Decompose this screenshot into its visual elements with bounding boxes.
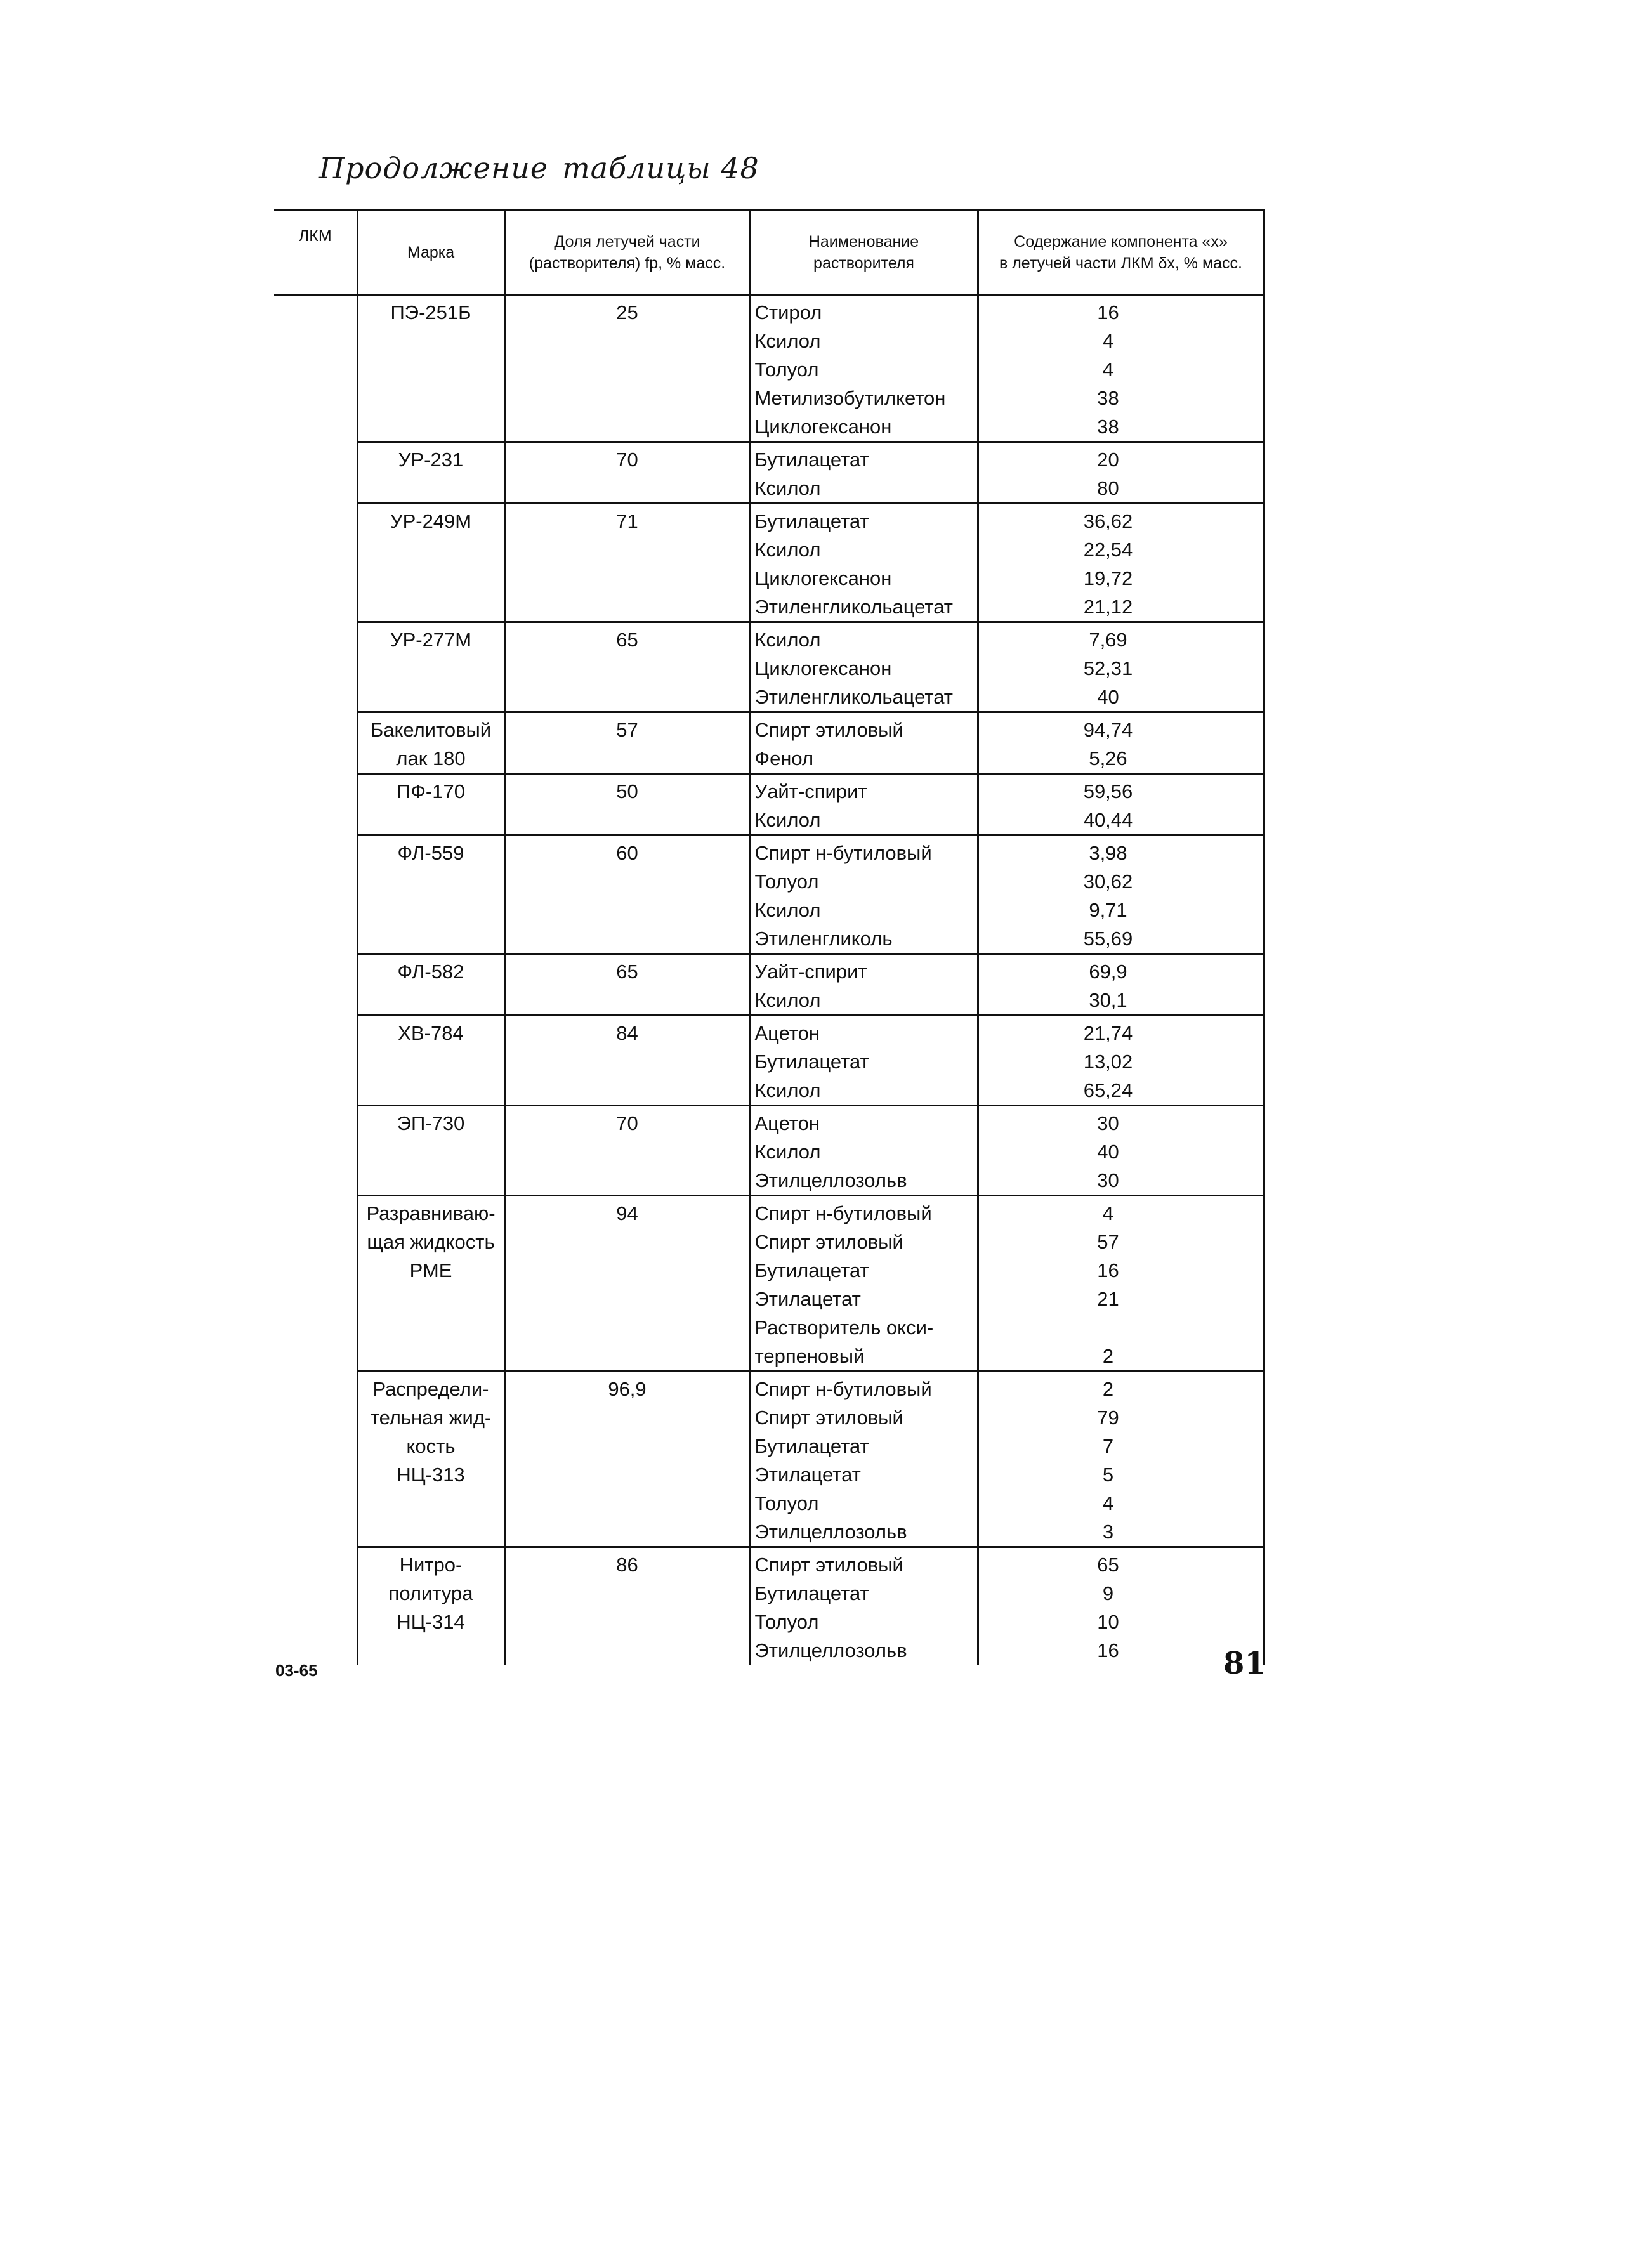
content-value: 9,71 [1089, 899, 1127, 921]
content-value: 9 [1102, 1582, 1114, 1604]
cell-contents [978, 836, 1264, 954]
cell-mark [357, 1547, 504, 1665]
mark-line: ФЛ-559 [397, 842, 464, 864]
solvent-name: Этилацетат [754, 1288, 861, 1310]
table-body [274, 295, 1264, 1665]
content-value: 38 [1097, 416, 1119, 438]
table-row [274, 442, 1264, 504]
solvent-name: Спирт этиловый [754, 1406, 903, 1429]
cell-mark [357, 504, 504, 622]
table-row [274, 622, 1264, 712]
fraction-value: 25 [616, 301, 638, 324]
cell-solvents [750, 1547, 978, 1665]
content-value: 40 [1097, 1141, 1119, 1163]
solvent-composition-table [274, 209, 1265, 1665]
solvent-name: Толуол [754, 358, 819, 381]
cell-fraction [504, 836, 750, 954]
cell-lkm [274, 1016, 357, 1106]
table-row [274, 954, 1264, 1016]
content-value: 5 [1102, 1464, 1114, 1486]
cell-contents [978, 1547, 1264, 1665]
solvent-name: Фенол [754, 747, 814, 770]
cell-solvents [750, 774, 978, 836]
solvent-name: Спирт этиловый [754, 719, 903, 741]
content-value: 20 [1097, 449, 1119, 471]
cell-mark [357, 1196, 504, 1372]
cell-fraction [504, 504, 750, 622]
solvent-name: Этиленгликоль [754, 928, 893, 950]
solvent-name: Спирт н-бутиловый [754, 1202, 932, 1224]
cell-contents [978, 295, 1264, 442]
cell-mark [357, 954, 504, 1016]
cell-contents [978, 504, 1264, 622]
header-fraction [504, 211, 750, 295]
table-row [274, 1106, 1264, 1196]
cell-solvents [750, 1196, 978, 1372]
content-value: 10 [1097, 1611, 1119, 1633]
header-content-line-2: в летучей части ЛКМ δx, % масс. [999, 254, 1242, 272]
content-value: 3,98 [1089, 842, 1127, 864]
content-value: 22,54 [1083, 539, 1133, 561]
fraction-value: 96,9 [608, 1378, 647, 1400]
mark-line: УР-249М [390, 510, 472, 532]
content-value: 30 [1097, 1112, 1119, 1134]
cell-fraction [504, 1547, 750, 1665]
solvent-name: Ксилол [754, 539, 821, 561]
cell-lkm [274, 1372, 357, 1547]
table-row [274, 1016, 1264, 1106]
solvent-name: Ацетон [754, 1022, 820, 1044]
fraction-value: 86 [616, 1554, 638, 1576]
solvent-name: Бутилацетат [754, 1582, 869, 1604]
content-value: 7 [1102, 1435, 1114, 1457]
solvent-name: Ксилол [754, 477, 821, 499]
content-value: 59,56 [1083, 780, 1133, 803]
cell-lkm [274, 442, 357, 504]
solvent-name: Спирт этиловый [754, 1231, 903, 1253]
solvent-name: Бутилацетат [754, 1259, 869, 1281]
solvent-name: Ксилол [754, 1141, 821, 1163]
cell-fraction [504, 774, 750, 836]
cell-fraction [504, 1016, 750, 1106]
cell-lkm [274, 774, 357, 836]
content-value: 13,02 [1083, 1051, 1133, 1073]
table-row [274, 504, 1264, 622]
header-content-line-1: Содержание компонента «x» [1014, 233, 1228, 251]
content-value: 94,74 [1083, 719, 1133, 741]
solvent-name: Уайт-спирит [754, 960, 867, 983]
content-value: 4 [1102, 330, 1114, 352]
solvent-name: Бутилацетат [754, 1435, 869, 1457]
cell-contents [978, 774, 1264, 836]
solvent-name: Ксилол [754, 330, 821, 352]
mark-line: УР-231 [398, 449, 464, 471]
cell-mark [357, 1016, 504, 1106]
content-value: 21 [1097, 1288, 1119, 1310]
mark-line: Разравниваю- [366, 1202, 496, 1224]
cell-mark [357, 622, 504, 712]
header-lkm: ЛКМ [274, 211, 357, 295]
cell-solvents [750, 836, 978, 954]
fraction-value: 70 [616, 449, 638, 471]
content-value: 80 [1097, 477, 1119, 499]
fraction-value: 94 [616, 1202, 638, 1224]
cell-lkm [274, 504, 357, 622]
solvent-name: Стирол [754, 301, 822, 324]
solvent-name: Бутилацетат [754, 449, 869, 471]
table-row [274, 836, 1264, 954]
mark-line: Нитро- [399, 1554, 463, 1576]
fraction-value: 84 [616, 1022, 638, 1044]
content-value: 52,31 [1083, 657, 1133, 679]
content-value: 36,62 [1083, 510, 1133, 532]
cell-mark [357, 1106, 504, 1196]
cell-solvents [750, 1372, 978, 1547]
table-caption [319, 151, 759, 185]
mark-line: политура [388, 1582, 473, 1604]
solvent-name: Бутилацетат [754, 510, 869, 532]
solvent-name: Бутилацетат [754, 1051, 869, 1073]
mark-line: НЦ-313 [397, 1464, 465, 1486]
solvent-name: Толуол [754, 1492, 819, 1514]
solvent-name: Ксилол [754, 989, 821, 1011]
cell-fraction [504, 622, 750, 712]
mark-line: ЭП-730 [397, 1112, 465, 1134]
table-row [274, 774, 1264, 836]
header-solvent-line-2: растворителя [813, 254, 914, 272]
cell-lkm [274, 295, 357, 442]
table-row [274, 712, 1264, 774]
solvent-name: Спирт н-бутиловый [754, 1378, 932, 1400]
caption-continuation: Продолжение [319, 151, 549, 185]
solvent-name: Ксилол [754, 629, 821, 651]
fraction-value: 60 [616, 842, 638, 864]
content-value: 30,62 [1083, 870, 1133, 893]
cell-fraction [504, 1106, 750, 1196]
content-value: 3 [1102, 1521, 1114, 1543]
header-content [978, 211, 1264, 295]
solvent-name: терпеновый [754, 1345, 865, 1367]
footer-code: 03-65 [275, 1661, 318, 1680]
mark-line: РМЕ [409, 1259, 452, 1281]
mark-line: ФЛ-582 [397, 960, 464, 983]
solvent-name: Этилцеллозольв [754, 1639, 907, 1662]
cell-contents [978, 1372, 1264, 1547]
solvent-name: Толуол [754, 1611, 819, 1633]
solvent-name: Спирт этиловый [754, 1554, 903, 1576]
cell-mark [357, 1372, 504, 1547]
content-value: 5,26 [1089, 747, 1127, 770]
content-value: 65,24 [1083, 1079, 1133, 1101]
solvent-name: Метилизобутилкетон [754, 387, 946, 409]
solvent-name: Этиленгликольацетат [754, 686, 953, 708]
solvent-name: Ксилол [754, 809, 821, 831]
header-solvent-line-1: Наименование [808, 233, 919, 251]
cell-lkm [274, 1196, 357, 1372]
solvent-name: Спирт н-бутиловый [754, 842, 932, 864]
content-value: 65 [1097, 1554, 1119, 1576]
mark-line: ПЭ-251Б [390, 301, 471, 324]
cell-contents [978, 1196, 1264, 1372]
content-value: 19,72 [1083, 567, 1133, 589]
content-value: 7,69 [1089, 629, 1127, 651]
cell-solvents [750, 712, 978, 774]
solvent-name: Циклогексанон [754, 567, 892, 589]
cell-fraction [504, 954, 750, 1016]
content-value: 16 [1097, 301, 1119, 324]
mark-line: тельная жид- [370, 1406, 492, 1429]
solvent-name: Уайт-спирит [754, 780, 867, 803]
header-mark: Марка [357, 211, 504, 295]
mark-line: ПФ-170 [397, 780, 465, 803]
cell-contents [978, 1016, 1264, 1106]
solvent-name: Ксилол [754, 1079, 821, 1101]
cell-solvents [750, 1106, 978, 1196]
solvent-name: Этиленгликольацетат [754, 596, 953, 618]
cell-lkm [274, 1547, 357, 1665]
cell-mark [357, 442, 504, 504]
content-value: 21,12 [1083, 596, 1133, 618]
mark-line: Распредели- [372, 1378, 489, 1400]
cell-contents [978, 954, 1264, 1016]
solvent-name: Этилцеллозольв [754, 1169, 907, 1191]
cell-fraction [504, 295, 750, 442]
cell-mark [357, 836, 504, 954]
content-value: 55,69 [1083, 928, 1133, 950]
cell-contents [978, 442, 1264, 504]
cell-solvents [750, 954, 978, 1016]
caption-table-number: таблицы 48 [562, 151, 759, 185]
content-value: 40 [1097, 686, 1119, 708]
fraction-value: 70 [616, 1112, 638, 1134]
cell-fraction [504, 1196, 750, 1372]
content-value: 21,74 [1083, 1022, 1133, 1044]
content-value: 57 [1097, 1231, 1119, 1253]
solvent-name: Циклогексанон [754, 657, 892, 679]
cell-lkm [274, 1106, 357, 1196]
cell-lkm [274, 712, 357, 774]
solvent-name: Толуол [754, 870, 819, 893]
cell-lkm [274, 836, 357, 954]
cell-contents [978, 1106, 1264, 1196]
content-value: 4 [1102, 358, 1114, 381]
cell-mark [357, 295, 504, 442]
content-value: 16 [1097, 1259, 1119, 1281]
header-fraction-line-2: (растворителя) fр, % масс. [529, 254, 726, 272]
fraction-value: 50 [616, 780, 638, 803]
content-value: 30,1 [1089, 989, 1127, 1011]
content-value: 4 [1102, 1492, 1114, 1514]
mark-line: кость [406, 1435, 456, 1457]
solvent-name: Ацетон [754, 1112, 820, 1134]
content-value: 30 [1097, 1169, 1119, 1191]
header-solvent [750, 211, 978, 295]
cell-mark [357, 774, 504, 836]
solvent-name: Этилцеллозольв [754, 1521, 907, 1543]
fraction-value: 57 [616, 719, 638, 741]
cell-lkm [274, 622, 357, 712]
solvent-name: Растворитель окси- [754, 1316, 934, 1339]
content-value: 69,9 [1089, 960, 1127, 983]
content-value: 4 [1102, 1202, 1114, 1224]
mark-line: Бакелитовый [370, 719, 492, 741]
content-value: 16 [1097, 1639, 1119, 1662]
page-number: 81 [1223, 1646, 1266, 1681]
solvent-name: Этилацетат [754, 1464, 861, 1486]
content-value: 40,44 [1083, 809, 1133, 831]
cell-solvents [750, 295, 978, 442]
table-row [274, 295, 1264, 442]
solvent-name: Ксилол [754, 899, 821, 921]
mark-line: ХВ-784 [398, 1022, 464, 1044]
cell-contents [978, 712, 1264, 774]
cell-fraction [504, 1372, 750, 1547]
fraction-value: 65 [616, 960, 638, 983]
fraction-value: 71 [616, 510, 638, 532]
content-value: 38 [1097, 387, 1119, 409]
content-value: 79 [1097, 1406, 1119, 1429]
table-row [274, 1547, 1264, 1665]
content-value: 2 [1102, 1378, 1114, 1400]
solvent-name: Циклогексанон [754, 416, 892, 438]
cell-mark [357, 712, 504, 774]
cell-solvents [750, 622, 978, 712]
cell-solvents [750, 504, 978, 622]
mark-line: НЦ-314 [397, 1611, 465, 1633]
table-header-row [274, 211, 1264, 295]
content-value: 2 [1102, 1345, 1114, 1367]
table-row [274, 1196, 1264, 1372]
mark-line: УР-277М [390, 629, 472, 651]
cell-fraction [504, 442, 750, 504]
cell-fraction [504, 712, 750, 774]
mark-line: щая жидкость [367, 1231, 495, 1253]
mark-line: лак 180 [396, 747, 466, 770]
cell-solvents [750, 442, 978, 504]
cell-solvents [750, 1016, 978, 1106]
content-value [979, 1313, 1263, 1342]
cell-lkm [274, 954, 357, 1016]
header-fraction-line-1: Доля летучей части [554, 233, 700, 251]
table-row [274, 1372, 1264, 1547]
cell-contents [978, 622, 1264, 712]
fraction-value: 65 [616, 629, 638, 651]
